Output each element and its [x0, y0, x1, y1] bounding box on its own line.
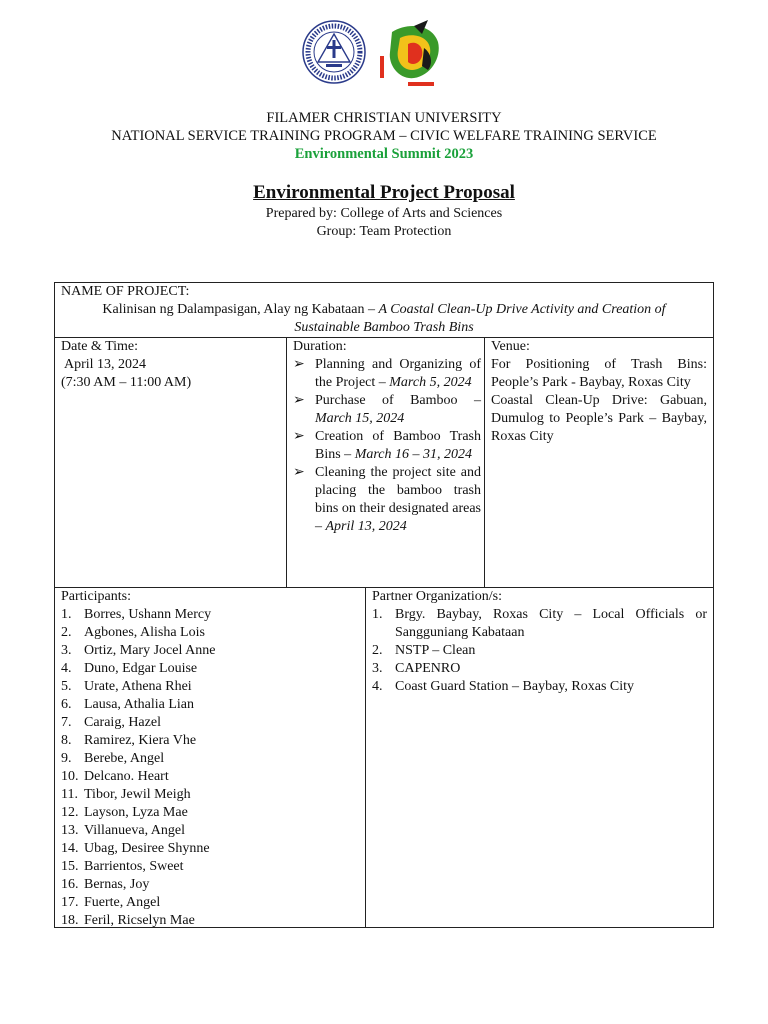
list-number: 9. [61, 751, 72, 766]
partners-list [372, 606, 707, 696]
list-item [372, 642, 707, 660]
venue-cleanup: Coastal Clean-Up Drive: Gabuan, Dumulog to People’s Park – Baybay, Roxas City [491, 393, 707, 444]
participant-name: Lausa, Athalia Lian [84, 697, 195, 712]
list-number: 10. [61, 769, 79, 784]
participant-name: Villanueva, Angel [84, 823, 186, 838]
arrow-bullet-icon: ➢ [293, 393, 305, 408]
duration-date: March 5, 2024 [389, 375, 472, 390]
participant-name: Ortiz, Mary Jocel Anne [84, 643, 216, 658]
date-time-label: Date & Time: [61, 339, 139, 354]
duration-item [293, 464, 481, 536]
list-item [61, 714, 360, 732]
list-item [61, 624, 360, 642]
participant-name: Barrientos, Sweet [84, 859, 184, 874]
participant-name: Borres, Ushann Mercy [84, 607, 212, 622]
arrow-bullet-icon: ➢ [293, 465, 305, 480]
list-item [61, 660, 360, 678]
list-item [61, 804, 360, 822]
list-item [61, 732, 360, 750]
project-name [55, 301, 713, 337]
nstp-logo-icon [378, 18, 446, 94]
list-number: 8. [61, 733, 72, 748]
list-number: 1. [372, 607, 383, 622]
logo-bar [0, 10, 768, 90]
list-number: 7. [61, 715, 72, 730]
list-item [61, 840, 360, 858]
arrow-bullet-icon: ➢ [293, 357, 305, 372]
duration-list [293, 356, 481, 536]
list-number: 11. [61, 787, 78, 802]
list-number: 16. [61, 877, 79, 892]
list-item [61, 642, 360, 660]
list-number: 15. [61, 859, 79, 874]
participant-name: Fuerte, Angel [84, 895, 161, 910]
participant-name: Duno, Edgar Louise [84, 661, 198, 676]
list-number: 1. [61, 607, 72, 622]
list-item [61, 606, 360, 624]
duration-cell [287, 338, 485, 536]
list-item [61, 822, 360, 840]
list-item [61, 912, 360, 930]
group-name: Group: Team Protection [316, 224, 452, 239]
list-item [61, 786, 360, 804]
partner-name: Brgy. Baybay, Roxas City – Local Officials or Sangguniang Kabataan [395, 607, 707, 640]
partner-name: CAPENRO [395, 661, 461, 676]
partners-label: Partner Organization/s: [372, 589, 502, 604]
event-name: Environmental Summit 2023 [294, 146, 474, 162]
duration-item [293, 428, 481, 464]
list-number: 18. [61, 913, 79, 928]
duration-date: April 13, 2024 [325, 519, 407, 534]
event-time: (7:30 AM – 11:00 AM) [61, 375, 192, 390]
university-seal-icon [302, 20, 366, 84]
participant-name: Feril, Ricselyn Mae [84, 913, 195, 928]
duration-date: March 16 – 31, 2024 [354, 447, 472, 462]
list-number: 4. [372, 679, 383, 694]
participant-name: Berebe, Angel [84, 751, 165, 766]
participant-name: Ubag, Desiree Shynne [84, 841, 210, 856]
participant-name: Delcano. Heart [84, 769, 169, 784]
prepared-by: Prepared by: College of Arts and Sciences [265, 206, 503, 221]
list-item [61, 858, 360, 876]
project-label: NAME OF PROJECT: [61, 284, 190, 299]
duration-item [293, 392, 481, 428]
participant-name: Urate, Athena Rhei [84, 679, 192, 694]
list-number: 2. [372, 643, 383, 658]
venue-cell [485, 338, 713, 446]
list-number: 3. [61, 643, 72, 658]
participants-list [61, 606, 360, 930]
duration-task: Planning and Organizing of the Project – [315, 357, 481, 390]
list-item [372, 678, 707, 696]
list-item [61, 696, 360, 714]
list-number: 14. [61, 841, 79, 856]
duration-item [293, 356, 481, 392]
participant-name: Layson, Lyza Mae [84, 805, 188, 820]
list-number: 5. [61, 679, 72, 694]
list-number: 2. [61, 625, 72, 640]
participants-cell [55, 588, 366, 930]
list-number: 17. [61, 895, 79, 910]
participant-name: Ramirez, Kiera Vhe [84, 733, 197, 748]
list-item [372, 660, 707, 678]
list-item [372, 606, 707, 642]
venue-label: Venue: [491, 339, 530, 354]
participant-name: Caraig, Hazel [84, 715, 161, 730]
duration-date: March 15, 2024 [315, 411, 405, 426]
participants-label: Participants: [61, 589, 131, 604]
list-number: 4. [61, 661, 72, 676]
list-number: 12. [61, 805, 79, 820]
duration-task: Purchase of Bamboo – [315, 393, 481, 408]
duration-task: Creation of Bamboo Trash Bins – [315, 429, 481, 462]
list-item [61, 750, 360, 768]
venue-trash-bins: For Positioning of Trash Bins: People’s Park - Baybay, Roxas City [491, 357, 707, 390]
list-item [61, 876, 360, 894]
list-item [61, 678, 360, 696]
participant-name: Agbones, Alisha Lois [84, 625, 205, 640]
participant-name: Bernas, Joy [84, 877, 150, 892]
duration-task: Cleaning the project site and placing the bamboo trash bins on their designated areas – [315, 465, 481, 534]
list-item [61, 894, 360, 912]
proposal-table [54, 282, 714, 928]
event-date: April 13, 2024 [64, 357, 147, 372]
arrow-bullet-icon: ➢ [293, 429, 305, 444]
participant-name: Tibor, Jewil Meigh [84, 787, 191, 802]
list-number: 3. [372, 661, 383, 676]
project-subtitle: A Coastal Clean-Up Drive Activity and Creation of Sustainable Bamboo Trash Bins [294, 302, 666, 335]
partner-name: Coast Guard Station – Baybay, Roxas City [395, 679, 635, 694]
duration-label: Duration: [293, 339, 347, 354]
project-title: Kalinisan ng Dalampasigan, Alay ng Kabataan – [102, 302, 379, 317]
partners-cell [366, 588, 713, 696]
program-name: NATIONAL SERVICE TRAINING PROGRAM – CIVIC WELFARE TRAINING SERVICE [111, 128, 657, 144]
list-number: 13. [61, 823, 79, 838]
document-title: Environmental Project Proposal [253, 182, 515, 203]
date-time-cell [55, 338, 287, 392]
list-item [61, 768, 360, 786]
partner-name: NSTP – Clean [395, 643, 476, 658]
university-name: FILAMER CHRISTIAN UNIVERSITY [266, 110, 502, 126]
list-number: 6. [61, 697, 72, 712]
